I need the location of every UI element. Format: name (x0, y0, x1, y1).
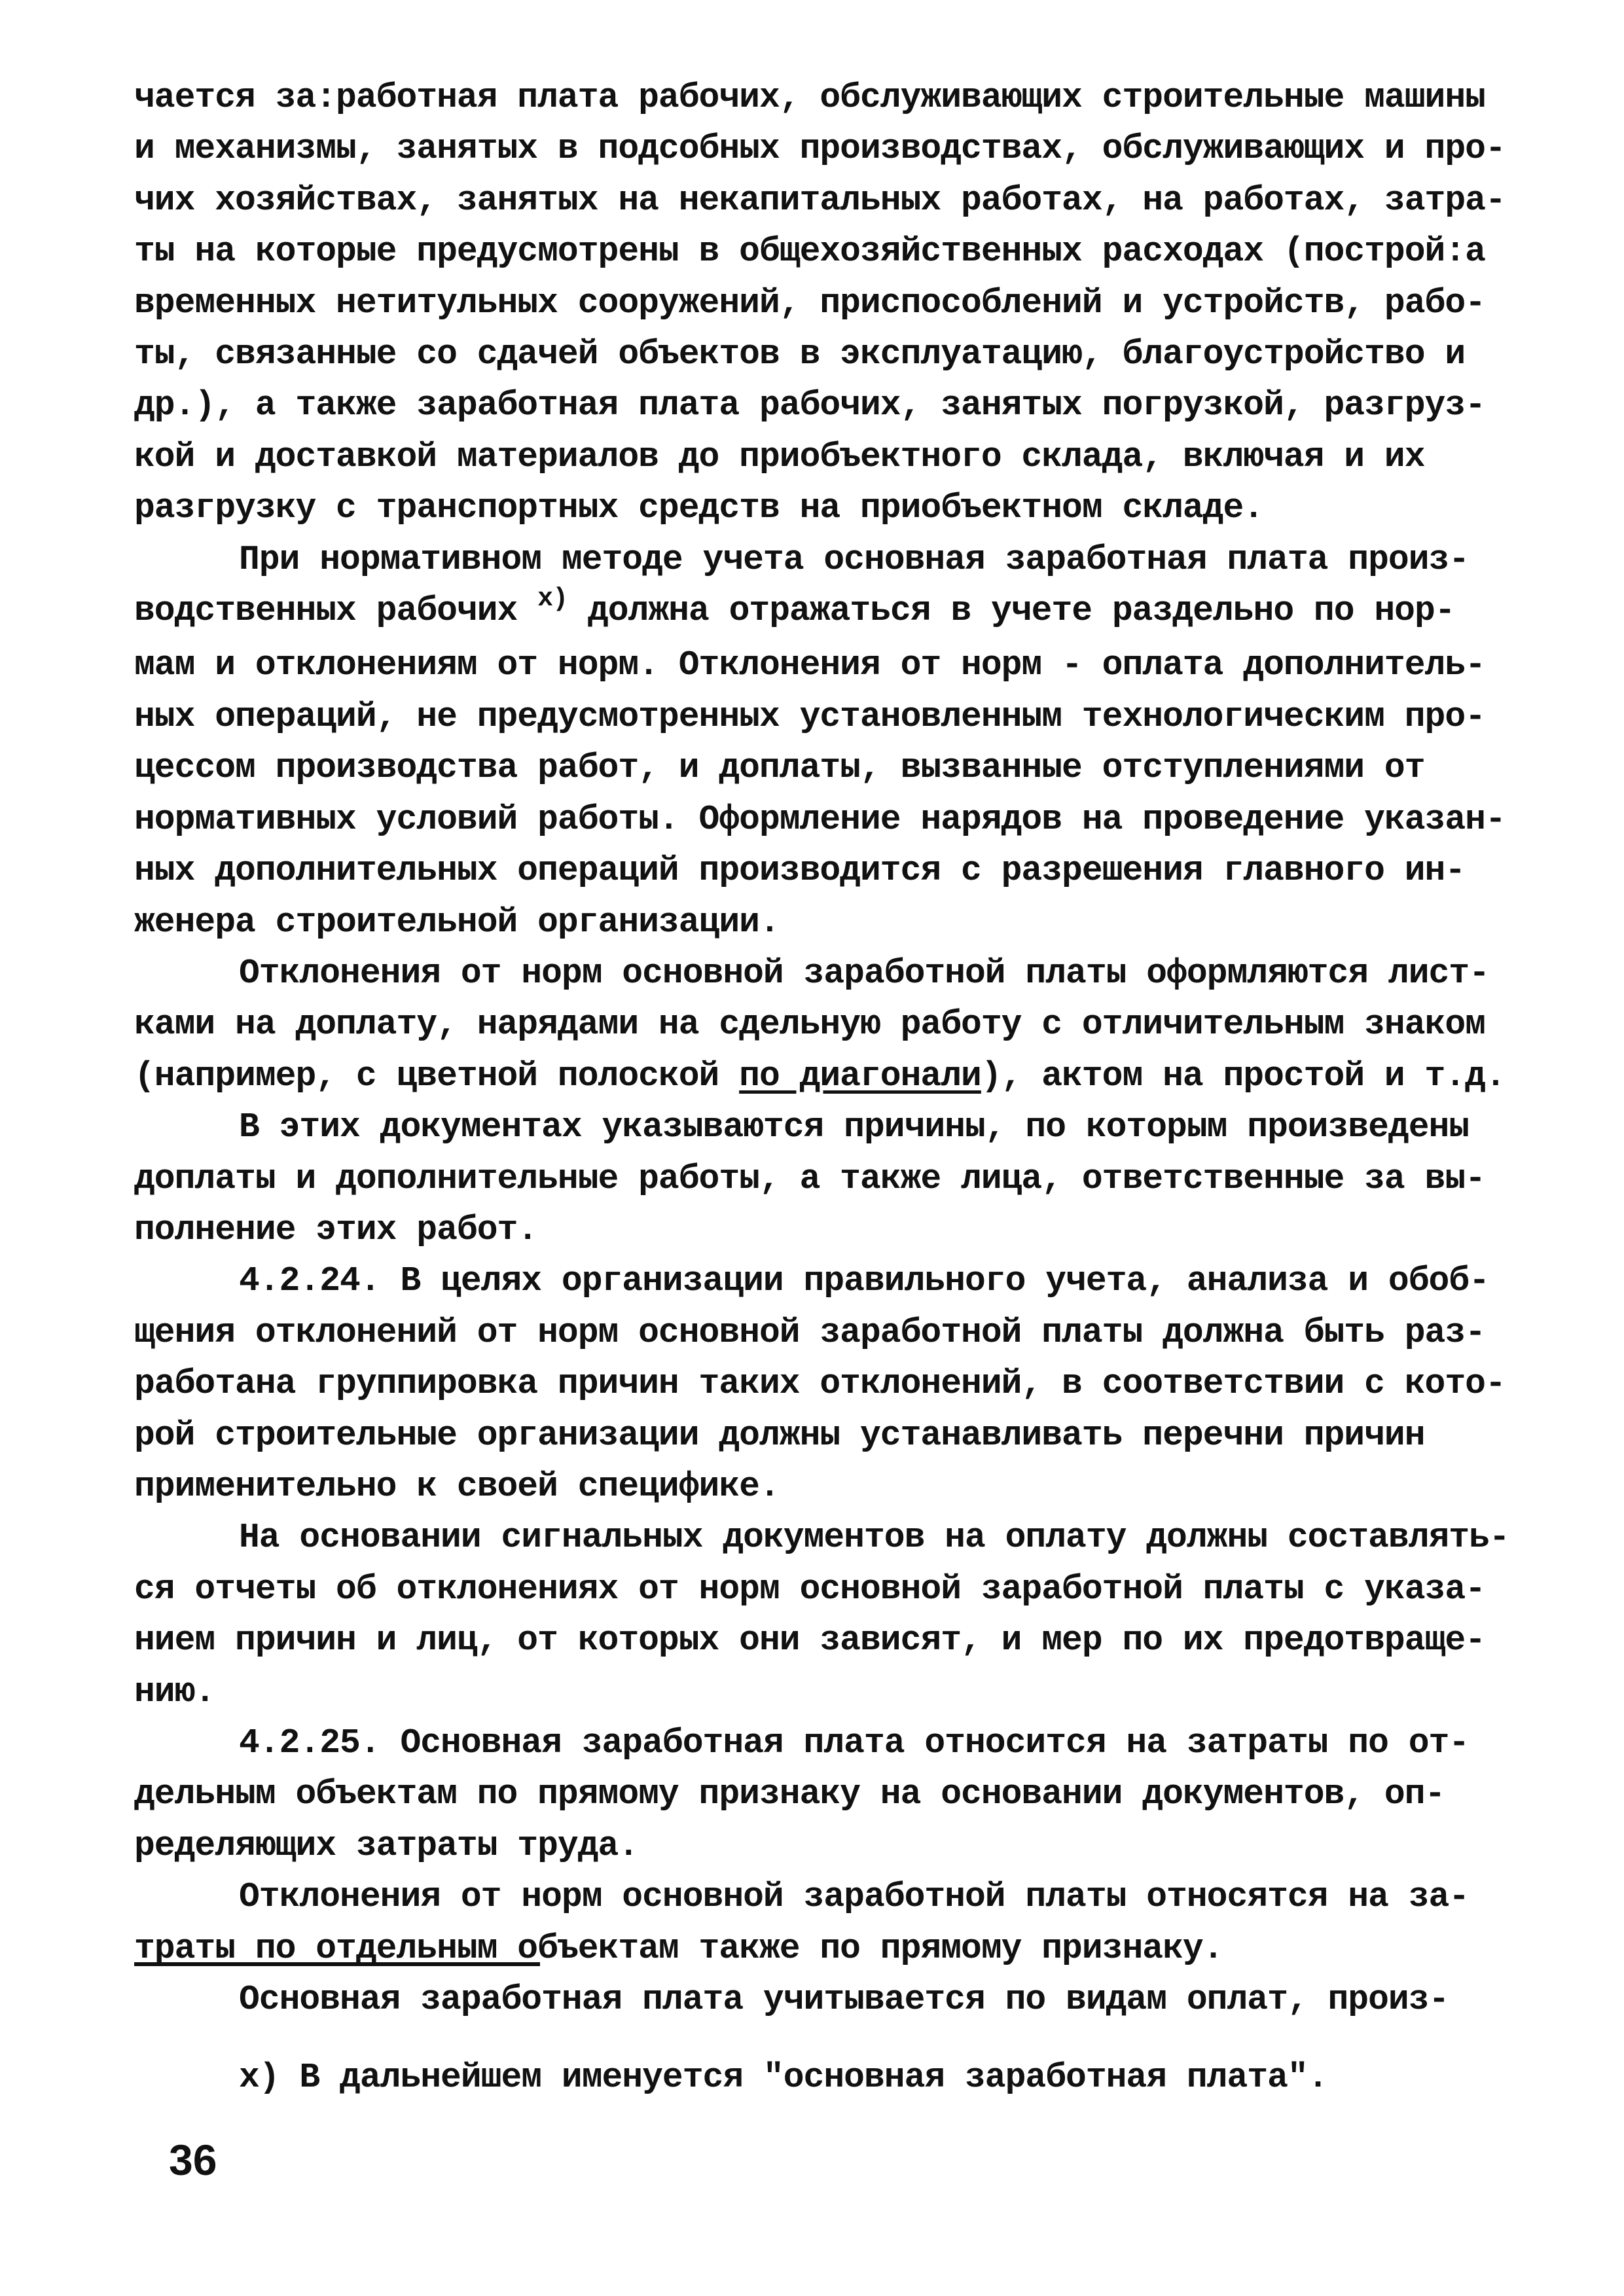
text-line: разгрузку с транспортных средств на приобъектном складе. (134, 488, 1264, 528)
text-line: дельным объектам по прямому признаку на основании документов, оп- (134, 1774, 1445, 1814)
paragraph-wage-types (134, 1974, 1522, 2025)
text-segment: (например, с цветной полоской (134, 1056, 740, 1096)
text-line: ты, связанные со сдачей объектов в эксплуатацию, благоустройство и (134, 334, 1466, 374)
paragraph-4-2-25 (134, 1717, 1522, 1871)
text-line: и механизмы, занятых в подсобных производствах, обслуживающих и про- (134, 129, 1506, 169)
text-line: применительно к своей специфике. (134, 1466, 780, 1506)
text-line: цессом производства работ, и доплаты, вызванные отступлениями от (134, 748, 1425, 788)
text-line: Основная заработная плата учитывается по видам оплат, произ- (239, 1980, 1449, 2020)
text-line: чих хозяйствах, занятых на некапитальных работах, на работах, затра- (134, 180, 1506, 220)
paragraph-deviation-allocation (134, 1871, 1522, 1974)
text-line: траты по отдельным объектам также по прямому признаку. (134, 1928, 1223, 1968)
text-line: работана группировка причин таких отклонений, в соответствии с кото- (134, 1364, 1506, 1404)
text-line: чается за:работная плата рабочих, обслуживающих строительные машины (134, 78, 1485, 117)
footnote-separator (134, 1962, 540, 1966)
text-line: мам и отклонениям от норм. Отклонения от норм - оплата дополнитель- (134, 645, 1485, 685)
text-line: Отклонения от норм основной заработной платы оформляются лист- (239, 953, 1489, 993)
text-segment: ), актом на простой и т.д. (981, 1056, 1506, 1096)
footnote: x) В дальнейшем именуется "основная заработная плата". (239, 2058, 1328, 2097)
text-line: нием причин и лиц, от которых они зависят, и мер по их предотвраще- (134, 1621, 1485, 1660)
text-line: ся отчеты об отклонениях от норм основной заработной платы с указа- (134, 1569, 1485, 1609)
footnote-reference: x) (537, 585, 568, 615)
paragraph-4-2-24 (134, 1255, 1522, 1512)
text-line: В этих документах указываются причины, по которым произведены (239, 1107, 1470, 1147)
text-line: 4.2.25. Основная заработная плата относится на затраты по от- (239, 1723, 1470, 1763)
paragraph-reports (134, 1512, 1522, 1717)
text-line: женера строительной организации. (134, 902, 780, 942)
text-line: ределяющих затраты труда. (134, 1825, 639, 1865)
text-line: ками на доплату, нарядами на сдельную работу с отличительным знаком (134, 1005, 1485, 1045)
text-line: доплаты и дополнительные работы, а также лица, ответственные за вы- (134, 1158, 1485, 1198)
text-line: др.), а также заработная плата рабочих, занятых погрузкой, разгруз- (134, 386, 1485, 425)
text-line: 4.2.24. В целях организации правильного учета, анализа и обоб- (239, 1261, 1489, 1301)
text-line: При нормативном методе учета основная заработная плата произ- (239, 539, 1470, 579)
text-segment: водственных рабочих (134, 591, 518, 631)
text-line: ных операций, не предусмотренных установленным технологическим про- (134, 696, 1485, 736)
paragraph-normative-method (134, 534, 1522, 948)
page-number: 36 (169, 2136, 217, 2184)
text-line: рой строительные организации должны устанавливать перечни причин (134, 1415, 1425, 1455)
text-line: щения отклонений от норм основной заработной платы должна быть раз- (134, 1312, 1485, 1352)
text-line: нормативных условий работы. Оформление нарядов на проведение указан- (134, 799, 1506, 839)
text-line: ных дополнительных операций производится с разрешения главного ин- (134, 851, 1466, 891)
text-line: ты на которые предусмотрены в общехозяйственных расходах (построй:а (134, 232, 1485, 272)
paragraph-worker-wages (134, 72, 1522, 534)
text-line: кой и доставкой материалов до приобъектного склада, включая и их (134, 437, 1425, 476)
text-line-with-footnote-ref (134, 585, 1522, 639)
text-segment: должна отражаться в учете раздельно по нор- (568, 591, 1455, 631)
paragraph-deviations (134, 948, 1522, 1255)
text-line: полнение этих работ. (134, 1210, 538, 1249)
text-line-with-underline (134, 1050, 1522, 1102)
text-line: Отклонения от норм основной заработной платы относятся на за- (239, 1877, 1470, 1917)
text-line: временных нетитульных сооружений, приспособлений и устройств, рабо- (134, 283, 1485, 323)
text-line: нию. (134, 1672, 215, 1712)
underlined-text: по диагонали (739, 1056, 981, 1096)
body-text (134, 72, 1522, 2025)
text-line: На основании сигнальных документов на оплату должны составлять- (239, 1518, 1509, 1558)
